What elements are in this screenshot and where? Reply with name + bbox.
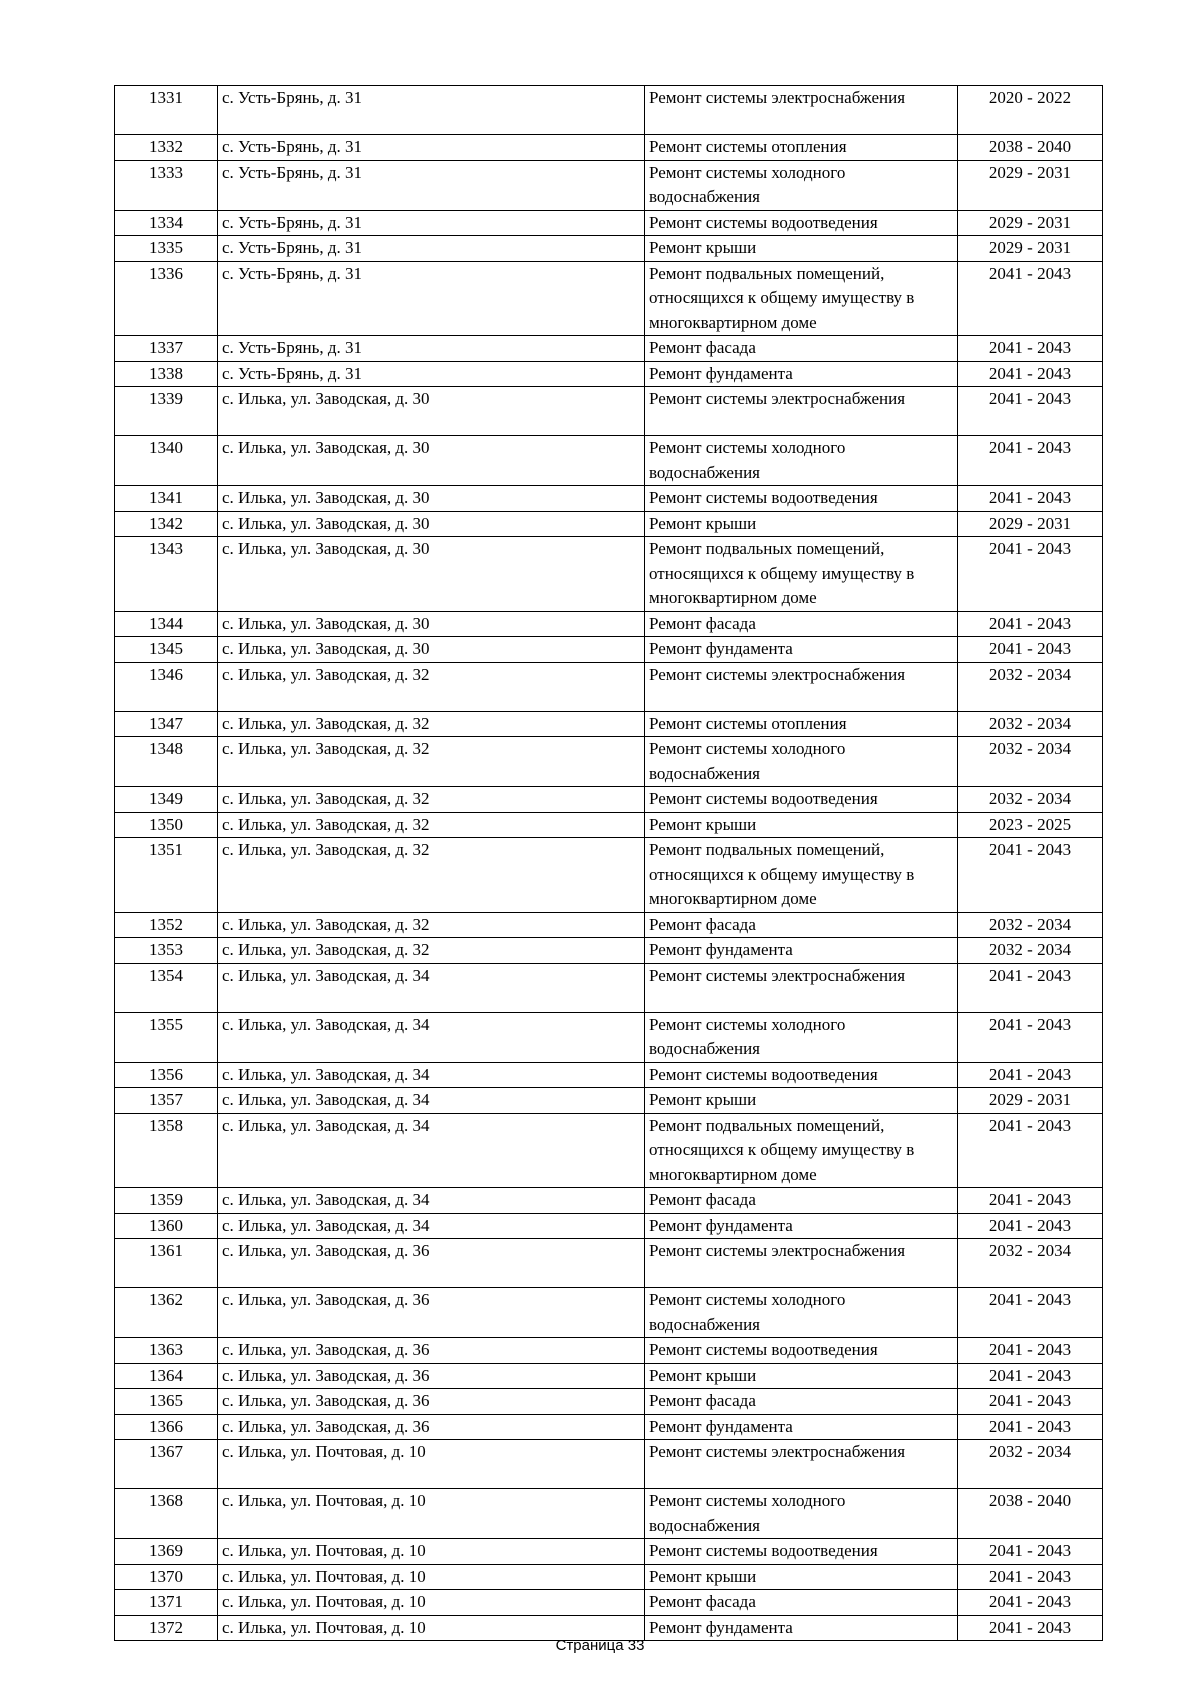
row-number: 1343	[115, 537, 218, 612]
row-number: 1351	[115, 838, 218, 913]
row-number: 1367	[115, 1440, 218, 1489]
row-number: 1346	[115, 662, 218, 711]
row-address: с. Илька, ул. Почтовая, д. 10	[218, 1564, 645, 1590]
row-address: с. Усть-Брянь, д. 31	[218, 135, 645, 161]
row-number: 1368	[115, 1489, 218, 1539]
row-period: 2041 - 2043	[958, 387, 1103, 436]
table-row	[115, 1338, 1103, 1364]
row-period: 2041 - 2043	[958, 261, 1103, 336]
row-work-type: Ремонт фасада	[645, 1590, 958, 1616]
row-work-type: Ремонт фундамента	[645, 1615, 958, 1641]
row-number: 1355	[115, 1012, 218, 1062]
row-number: 1331	[115, 86, 218, 135]
row-period: 2041 - 2043	[958, 637, 1103, 663]
row-period: 2038 - 2040	[958, 135, 1103, 161]
row-number: 1336	[115, 261, 218, 336]
row-period: 2041 - 2043	[958, 963, 1103, 1012]
table-row	[115, 1539, 1103, 1565]
row-address: с. Илька, ул. Заводская, д. 34	[218, 1188, 645, 1214]
row-work-type: Ремонт системы отопления	[645, 135, 958, 161]
table-row	[115, 436, 1103, 486]
row-address: с. Илька, ул. Заводская, д. 36	[218, 1363, 645, 1389]
row-address: с. Илька, ул. Почтовая, д. 10	[218, 1440, 645, 1489]
row-address: с. Илька, ул. Заводская, д. 34	[218, 1113, 645, 1188]
row-work-type: Ремонт системы холодного водоснабжения	[645, 737, 958, 787]
row-address: с. Илька, ул. Заводская, д. 32	[218, 711, 645, 737]
row-work-type: Ремонт фундамента	[645, 637, 958, 663]
row-number: 1333	[115, 160, 218, 210]
row-work-type: Ремонт фасада	[645, 912, 958, 938]
table-row	[115, 838, 1103, 913]
row-address: с. Илька, ул. Заводская, д. 32	[218, 787, 645, 813]
row-period: 2032 - 2034	[958, 1440, 1103, 1489]
table-row	[115, 361, 1103, 387]
row-work-type: Ремонт системы водоотведения	[645, 1539, 958, 1565]
row-address: с. Илька, ул. Заводская, д. 32	[218, 838, 645, 913]
row-work-type: Ремонт системы водоотведения	[645, 1338, 958, 1364]
row-number: 1342	[115, 511, 218, 537]
row-number: 1344	[115, 611, 218, 637]
table-row	[115, 1414, 1103, 1440]
table-row	[115, 135, 1103, 161]
table-row	[115, 1489, 1103, 1539]
row-work-type: Ремонт фундамента	[645, 1213, 958, 1239]
table-row	[115, 1389, 1103, 1415]
row-address: с. Усть-Брянь, д. 31	[218, 160, 645, 210]
row-address: с. Илька, ул. Заводская, д. 32	[218, 812, 645, 838]
row-number: 1353	[115, 938, 218, 964]
table-row	[115, 236, 1103, 262]
row-period: 2032 - 2034	[958, 711, 1103, 737]
table-row	[115, 261, 1103, 336]
table-row	[115, 637, 1103, 663]
row-work-type: Ремонт фасада	[645, 1389, 958, 1415]
row-period: 2041 - 2043	[958, 1213, 1103, 1239]
row-number: 1361	[115, 1239, 218, 1288]
row-number: 1356	[115, 1062, 218, 1088]
row-work-type: Ремонт крыши	[645, 1363, 958, 1389]
row-address: с. Усть-Брянь, д. 31	[218, 236, 645, 262]
table-row	[115, 86, 1103, 135]
row-number: 1359	[115, 1188, 218, 1214]
row-work-type: Ремонт фундамента	[645, 938, 958, 964]
row-address: с. Илька, ул. Заводская, д. 32	[218, 938, 645, 964]
row-address: с. Илька, ул. Заводская, д. 36	[218, 1338, 645, 1364]
row-work-type: Ремонт системы холодного водоснабжения	[645, 1489, 958, 1539]
row-address: с. Усть-Брянь, д. 31	[218, 361, 645, 387]
row-work-type: Ремонт крыши	[645, 1088, 958, 1114]
row-number: 1372	[115, 1615, 218, 1641]
row-work-type: Ремонт системы водоотведения	[645, 210, 958, 236]
row-work-type: Ремонт крыши	[645, 236, 958, 262]
row-number: 1370	[115, 1564, 218, 1590]
table-row	[115, 1062, 1103, 1088]
row-number: 1369	[115, 1539, 218, 1565]
row-period: 2041 - 2043	[958, 1615, 1103, 1641]
row-period: 2032 - 2034	[958, 912, 1103, 938]
row-number: 1338	[115, 361, 218, 387]
table-row	[115, 1440, 1103, 1489]
row-period: 2029 - 2031	[958, 511, 1103, 537]
table-row	[115, 711, 1103, 737]
row-address: с. Илька, ул. Заводская, д. 36	[218, 1414, 645, 1440]
row-number: 1364	[115, 1363, 218, 1389]
table-row	[115, 387, 1103, 436]
row-address: с. Илька, ул. Заводская, д. 34	[218, 1088, 645, 1114]
table-body	[115, 86, 1103, 1641]
row-address: с. Илька, ул. Заводская, д. 34	[218, 963, 645, 1012]
row-period: 2032 - 2034	[958, 938, 1103, 964]
row-period: 2041 - 2043	[958, 361, 1103, 387]
table-row	[115, 160, 1103, 210]
row-number: 1352	[115, 912, 218, 938]
table-row	[115, 1288, 1103, 1338]
row-number: 1340	[115, 436, 218, 486]
row-period: 2041 - 2043	[958, 1062, 1103, 1088]
row-work-type: Ремонт системы электроснабжения	[645, 1239, 958, 1288]
row-address: с. Усть-Брянь, д. 31	[218, 210, 645, 236]
row-number: 1335	[115, 236, 218, 262]
row-work-type: Ремонт крыши	[645, 1564, 958, 1590]
table-row	[115, 1239, 1103, 1288]
table-row	[115, 210, 1103, 236]
row-work-type: Ремонт системы водоотведения	[645, 787, 958, 813]
row-address: с. Илька, ул. Заводская, д. 30	[218, 611, 645, 637]
row-work-type: Ремонт подвальных помещений, относящихся к общему имуществу в многоквартирном доме	[645, 1113, 958, 1188]
row-period: 2041 - 2043	[958, 1564, 1103, 1590]
row-work-type: Ремонт крыши	[645, 511, 958, 537]
row-period: 2029 - 2031	[958, 210, 1103, 236]
row-number: 1347	[115, 711, 218, 737]
table-row	[115, 336, 1103, 362]
row-period: 2041 - 2043	[958, 1012, 1103, 1062]
row-work-type: Ремонт системы электроснабжения	[645, 963, 958, 1012]
row-address: с. Илька, ул. Заводская, д. 36	[218, 1389, 645, 1415]
row-period: 2032 - 2034	[958, 1239, 1103, 1288]
row-work-type: Ремонт системы водоотведения	[645, 1062, 958, 1088]
table-row	[115, 963, 1103, 1012]
row-number: 1345	[115, 637, 218, 663]
row-work-type: Ремонт системы электроснабжения	[645, 1440, 958, 1489]
row-number: 1362	[115, 1288, 218, 1338]
row-period: 2023 - 2025	[958, 812, 1103, 838]
row-address: с. Илька, ул. Заводская, д. 32	[218, 912, 645, 938]
row-number: 1349	[115, 787, 218, 813]
row-period: 2029 - 2031	[958, 160, 1103, 210]
row-number: 1357	[115, 1088, 218, 1114]
row-period: 2041 - 2043	[958, 1188, 1103, 1214]
row-number: 1360	[115, 1213, 218, 1239]
row-address: с. Илька, ул. Заводская, д. 32	[218, 662, 645, 711]
row-work-type: Ремонт системы электроснабжения	[645, 387, 958, 436]
row-address: с. Илька, ул. Заводская, д. 32	[218, 737, 645, 787]
row-work-type: Ремонт фасада	[645, 336, 958, 362]
row-address: с. Илька, ул. Почтовая, д. 10	[218, 1489, 645, 1539]
row-number: 1366	[115, 1414, 218, 1440]
row-address: с. Илька, ул. Заводская, д. 34	[218, 1012, 645, 1062]
row-work-type: Ремонт системы холодного водоснабжения	[645, 436, 958, 486]
table-row	[115, 1113, 1103, 1188]
table-row	[115, 1188, 1103, 1214]
table-row	[115, 938, 1103, 964]
table-row	[115, 1564, 1103, 1590]
row-period: 2029 - 2031	[958, 1088, 1103, 1114]
row-work-type: Ремонт системы электроснабжения	[645, 662, 958, 711]
row-period: 2041 - 2043	[958, 1414, 1103, 1440]
row-number: 1354	[115, 963, 218, 1012]
row-address: с. Илька, ул. Заводская, д. 30	[218, 637, 645, 663]
table-row	[115, 511, 1103, 537]
row-address: с. Илька, ул. Заводская, д. 30	[218, 511, 645, 537]
table-row	[115, 1088, 1103, 1114]
row-number: 1363	[115, 1338, 218, 1364]
row-number: 1350	[115, 812, 218, 838]
row-address: с. Илька, ул. Почтовая, д. 10	[218, 1539, 645, 1565]
table-row	[115, 537, 1103, 612]
row-work-type: Ремонт системы холодного водоснабжения	[645, 160, 958, 210]
row-address: с. Усть-Брянь, д. 31	[218, 336, 645, 362]
row-work-type: Ремонт подвальных помещений, относящихся к общему имуществу в многоквартирном доме	[645, 261, 958, 336]
row-address: с. Илька, ул. Заводская, д. 30	[218, 387, 645, 436]
row-address: с. Усть-Брянь, д. 31	[218, 261, 645, 336]
row-work-type: Ремонт системы холодного водоснабжения	[645, 1288, 958, 1338]
row-period: 2041 - 2043	[958, 1288, 1103, 1338]
table-row	[115, 912, 1103, 938]
table-row	[115, 486, 1103, 512]
row-number: 1337	[115, 336, 218, 362]
row-period: 2032 - 2034	[958, 662, 1103, 711]
row-address: с. Илька, ул. Заводская, д. 30	[218, 537, 645, 612]
table-row	[115, 1590, 1103, 1616]
table-row	[115, 611, 1103, 637]
row-period: 2041 - 2043	[958, 1539, 1103, 1565]
row-work-type: Ремонт подвальных помещений, относящихся к общему имуществу в многоквартирном доме	[645, 838, 958, 913]
row-number: 1358	[115, 1113, 218, 1188]
row-number: 1348	[115, 737, 218, 787]
row-period: 2029 - 2031	[958, 236, 1103, 262]
row-number: 1339	[115, 387, 218, 436]
table-row	[115, 662, 1103, 711]
table-row	[115, 1012, 1103, 1062]
table-row	[115, 787, 1103, 813]
row-period: 2041 - 2043	[958, 336, 1103, 362]
row-period: 2041 - 2043	[958, 1338, 1103, 1364]
row-address: с. Илька, ул. Заводская, д. 30	[218, 486, 645, 512]
row-period: 2041 - 2043	[958, 1113, 1103, 1188]
row-work-type: Ремонт системы отопления	[645, 711, 958, 737]
row-period: 2041 - 2043	[958, 838, 1103, 913]
row-address: с. Илька, ул. Заводская, д. 30	[218, 436, 645, 486]
row-number: 1334	[115, 210, 218, 236]
row-work-type: Ремонт фасада	[645, 611, 958, 637]
row-work-type: Ремонт фундамента	[645, 1414, 958, 1440]
row-address: с. Илька, ул. Заводская, д. 36	[218, 1239, 645, 1288]
row-period: 2041 - 2043	[958, 1389, 1103, 1415]
row-number: 1365	[115, 1389, 218, 1415]
row-period: 2032 - 2034	[958, 737, 1103, 787]
table-row	[115, 1213, 1103, 1239]
row-period: 2020 - 2022	[958, 86, 1103, 135]
row-work-type: Ремонт подвальных помещений, относящихся к общему имуществу в многоквартирном доме	[645, 537, 958, 612]
row-number: 1371	[115, 1590, 218, 1616]
row-work-type: Ремонт фасада	[645, 1188, 958, 1214]
row-address: с. Илька, ул. Заводская, д. 34	[218, 1062, 645, 1088]
row-address: с. Илька, ул. Почтовая, д. 10	[218, 1590, 645, 1616]
row-period: 2041 - 2043	[958, 1363, 1103, 1389]
row-address: с. Илька, ул. Заводская, д. 34	[218, 1213, 645, 1239]
row-work-type: Ремонт фундамента	[645, 361, 958, 387]
row-work-type: Ремонт системы холодного водоснабжения	[645, 1012, 958, 1062]
row-address: с. Илька, ул. Заводская, д. 36	[218, 1288, 645, 1338]
row-address: с. Усть-Брянь, д. 31	[218, 86, 645, 135]
row-number: 1332	[115, 135, 218, 161]
page-number: Страница 33	[555, 1637, 645, 1654]
row-address: с. Илька, ул. Почтовая, д. 10	[218, 1615, 645, 1641]
table-row	[115, 1363, 1103, 1389]
repair-schedule-table	[114, 85, 1103, 1641]
row-period: 2032 - 2034	[958, 787, 1103, 813]
row-period: 2041 - 2043	[958, 486, 1103, 512]
row-period: 2041 - 2043	[958, 1590, 1103, 1616]
row-period: 2041 - 2043	[958, 611, 1103, 637]
row-period: 2041 - 2043	[958, 436, 1103, 486]
row-work-type: Ремонт системы электроснабжения	[645, 86, 958, 135]
table-row	[115, 737, 1103, 787]
row-work-type: Ремонт системы водоотведения	[645, 486, 958, 512]
row-work-type: Ремонт крыши	[645, 812, 958, 838]
row-period: 2038 - 2040	[958, 1489, 1103, 1539]
row-number: 1341	[115, 486, 218, 512]
row-period: 2041 - 2043	[958, 537, 1103, 612]
table-row	[115, 812, 1103, 838]
